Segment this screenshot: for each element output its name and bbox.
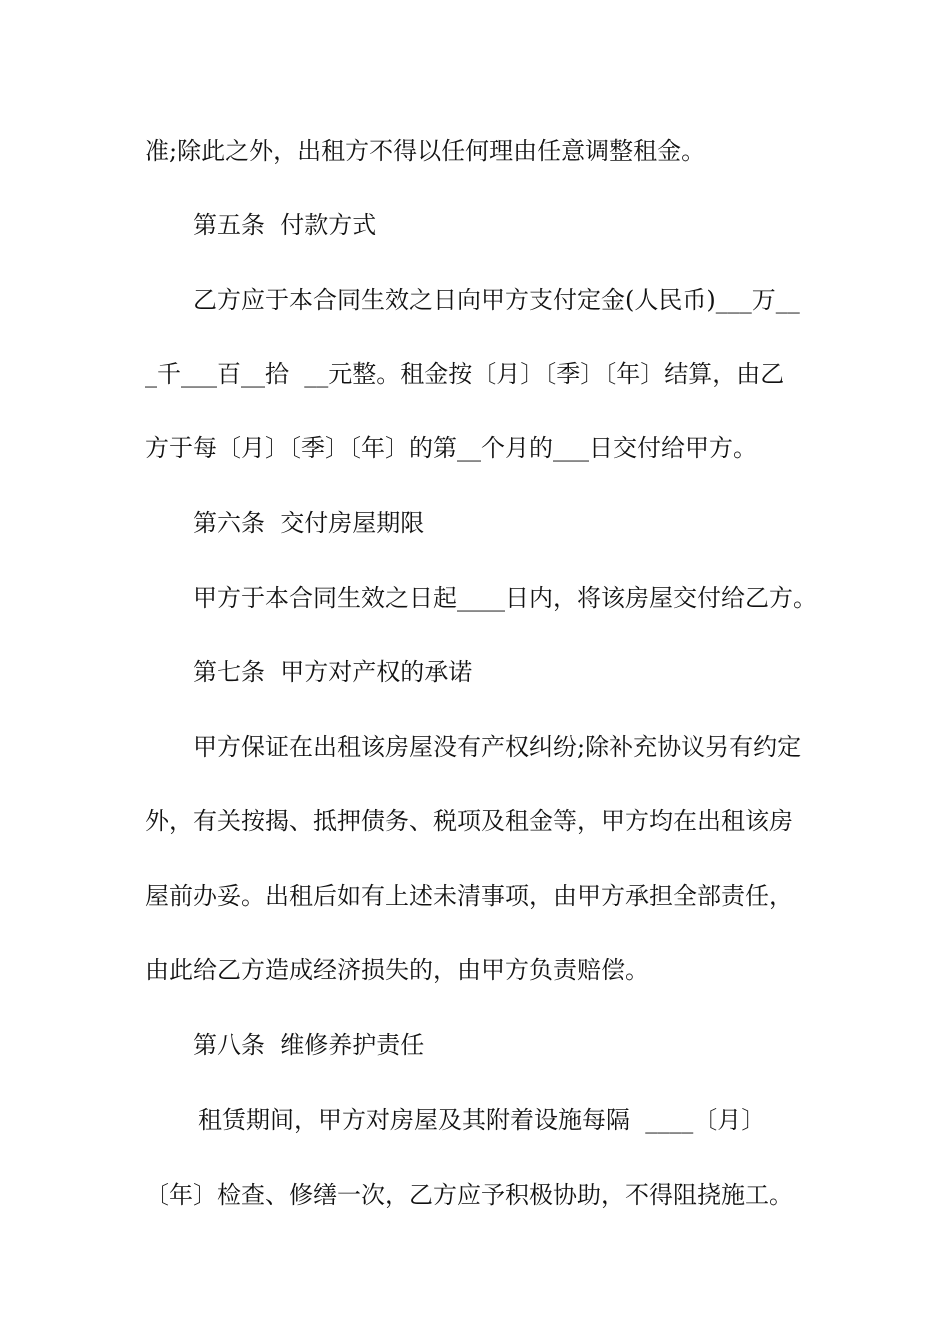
body-text-line: 准;除此之外，出租方不得以任何理由任意调整租金。 (145, 137, 706, 165)
body-text-line: 屋前办妥。出租后如有上述未清事项，由甲方承担全部责任， (145, 882, 793, 910)
clause-heading-5: 第五条 付款方式 (193, 211, 377, 239)
body-text-line: 甲方保证在出租该房屋没有产权纠纷;除补充协议另有约定 (193, 733, 802, 761)
clause-heading-7: 第七条 甲方对产权的承诺 (193, 658, 473, 686)
body-text-line: 乙方应于本合同生效之日向甲方支付定金(人民币)___万__ (193, 286, 800, 314)
body-text-line: 甲方于本合同生效之日起____日内，将该房屋交付给乙方。 (193, 584, 817, 612)
body-text-line: _千___百__拾 __元整。租金按〔月〕〔季〕〔年〕结算，由乙 (145, 360, 785, 388)
body-text-line: 外，有关按揭、抵押债务、税项及租金等，甲方均在出租该房 (145, 807, 793, 835)
clause-heading-8: 第八条 维修养护责任 (193, 1031, 425, 1059)
body-text-line: 由此给乙方造成经济损失的，由甲方负责赔偿。 (145, 956, 649, 984)
clause-heading-6: 第六条 交付房屋期限 (193, 509, 425, 537)
body-text-line: 〔年〕检查、修缮一次，乙方应予积极协助，不得阻挠施工。 (145, 1181, 793, 1209)
body-text-line: 租赁期间，甲方对房屋及其附着设施每隔 ____〔月〕 (198, 1106, 766, 1134)
body-text-line: 方于每〔月〕〔季〕〔年〕的第__个月的___日交付给甲方。 (145, 434, 757, 462)
